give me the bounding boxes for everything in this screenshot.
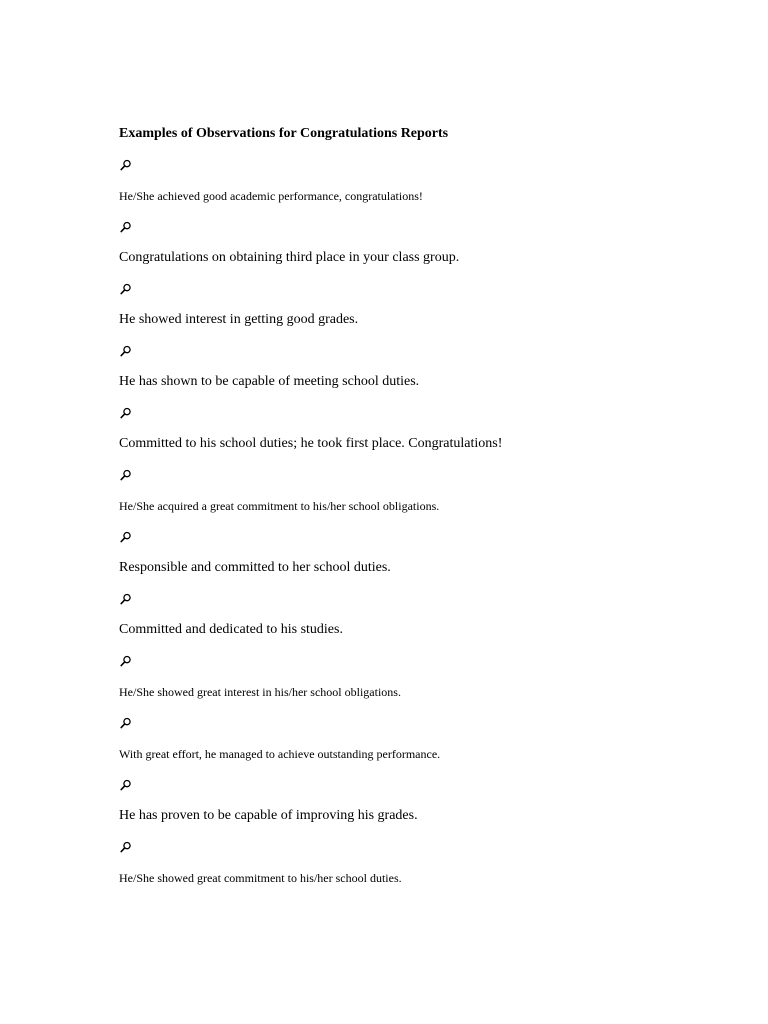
observation-text: He has proven to be capable of improving his grades. [119,808,418,823]
observation-text: Responsible and committed to her school duties. [119,560,391,575]
observation-text: With great effort, he managed to achieve outstanding performance. [119,747,441,761]
observation-text: He/She achieved good academic performance, congratulations! [119,189,423,203]
document-title: Examples of Observations for Congratulations Reports [119,126,449,141]
magnifier-icon [120,407,132,419]
observation-text: Committed and dedicated to his studies. [119,622,343,637]
observation-text: Congratulations on obtaining third place in your class group. [119,250,460,265]
magnifier-icon [120,283,132,295]
observation-text: He/She showed great interest in his/her school obligations. [119,685,401,699]
magnifier-icon [120,593,132,605]
magnifier-icon [120,779,132,791]
observation-text: He has shown to be capable of meeting school duties. [119,374,420,389]
magnifier-icon [120,655,132,667]
magnifier-icon [120,221,132,233]
magnifier-icon [120,159,132,171]
magnifier-icon [120,841,132,853]
observation-text: Committed to his school duties; he took first place. Congratulations! [119,436,503,451]
observation-text: He showed interest in getting good grades. [119,312,359,327]
observation-text: He/She showed great commitment to his/her school duties. [119,871,402,885]
magnifier-icon [120,531,132,543]
magnifier-icon [120,717,132,729]
observation-text: He/She acquired a great commitment to his/her school obligations. [119,499,440,513]
magnifier-icon [120,345,132,357]
magnifier-icon [120,469,132,481]
